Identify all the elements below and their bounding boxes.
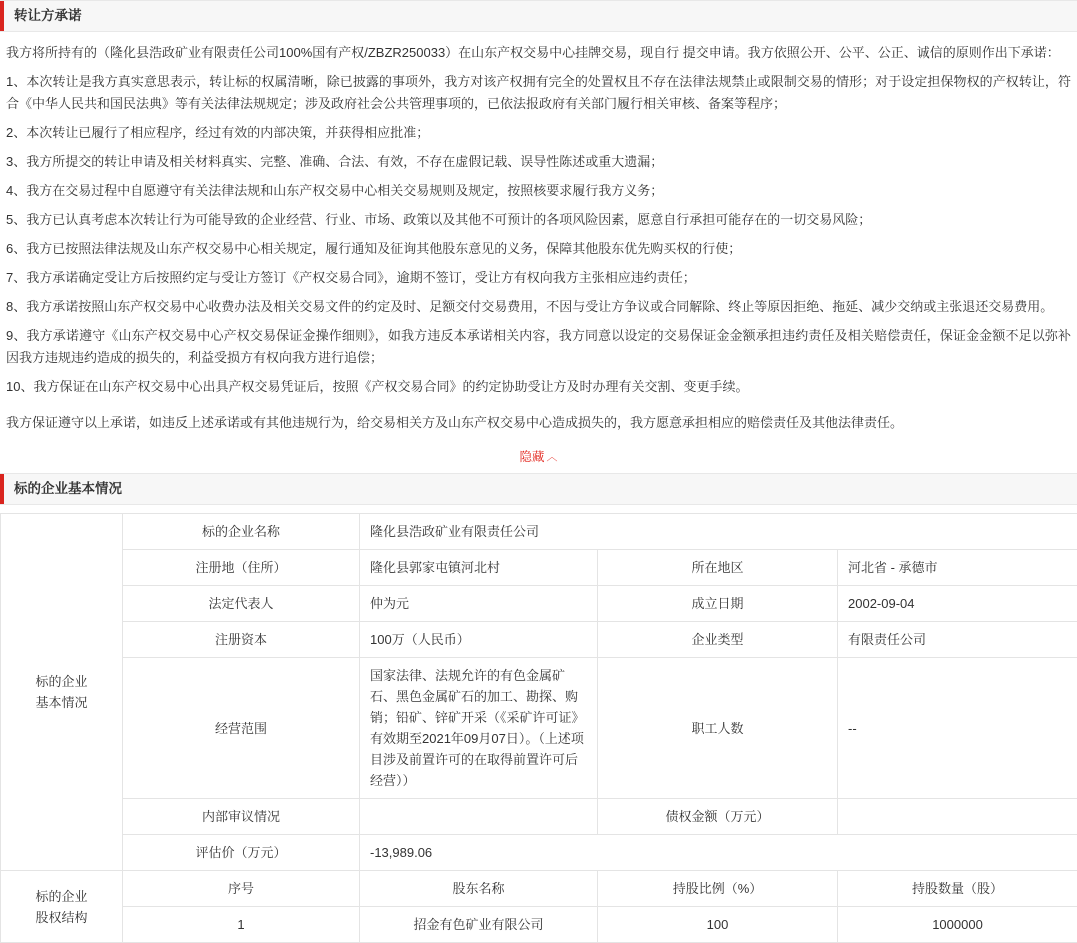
cell-value: 有限责任公司	[838, 622, 1077, 658]
table-row	[1, 835, 1077, 871]
cell-label: 标的企业名称	[123, 514, 360, 550]
table-row	[1, 586, 1077, 622]
commitment-paragraph: 6、我方已按照法律法规及山东产权交易中心相关规定，履行通知及征询其他股东意见的义务，保障其他股东优先购买权的行使；	[6, 238, 1071, 260]
table-row	[1, 622, 1077, 658]
commitment-paragraph: 3、我方所提交的转让申请及相关材料真实、完整、准确、合法、有效，不存在虚假记载、误导性陈述或重大遗漏；	[6, 151, 1071, 173]
cell-value: 1	[123, 907, 360, 943]
cell-value: 100万（人民币）	[360, 622, 598, 658]
section-title-target-company: 标的企业基本情况	[14, 481, 122, 496]
section-title-commitment: 转让方承诺	[14, 8, 82, 23]
commitment-paragraph: 9、我方承诺遵守《山东产权交易中心产权交易保证金操作细则》，如我方违反本承诺相关内容，我方同意以设定的交易保证金金额承担违约责任及相关赔偿责任，保证金金额不足以弥补因我方违规违约造成的损失的，利益受损方有权向我方进行追偿；	[6, 325, 1071, 369]
cell-label: 评估价（万元）	[123, 835, 360, 871]
cell-value: 仲为元	[360, 586, 598, 622]
cell-label: 注册资本	[123, 622, 360, 658]
commitment-final-paragraph: 我方保证遵守以上承诺，如违反上述承诺或有其他违规行为，给交易相关方及山东产权交易中心造成损失的，我方愿意承担相应的赔偿责任及其他法律责任。	[6, 412, 1071, 434]
commitment-body	[0, 32, 1077, 445]
commitment-paragraph: 7、我方承诺确定受让方后按照约定与受让方签订《产权交易合同》，逾期不签订，受让方有权向我方主张相应违约责任；	[6, 267, 1071, 289]
cell-label: 法定代表人	[123, 586, 360, 622]
collapse-toggle-label: 隐藏	[519, 450, 544, 464]
cell-value	[838, 799, 1077, 835]
cell-value: -13,989.06	[360, 835, 1077, 871]
commitment-paragraph: 8、我方承诺按照山东产权交易中心收费办法及相关交易文件的约定及时、足额交付交易费用，不因与受让方争议或合同解除、终止等原因拒绝、拖延、减少交纳或主张退还交易费用。	[6, 296, 1071, 318]
cell-label: 所在地区	[598, 550, 838, 586]
commitment-toggle-wrap	[0, 445, 1077, 473]
table-row	[1, 907, 1077, 943]
cell-value: 隆化县郭家屯镇河北村	[360, 550, 598, 586]
commitment-paragraph: 我方将所持有的（隆化县浩政矿业有限责任公司100%国有产权/ZBZR250033）在山东产权交易中心挂牌交易，现自行 提交申请。我方依照公开、公平、公正、诚信的原则作出下承诺：	[6, 42, 1071, 64]
cell-label: 企业类型	[598, 622, 838, 658]
section-header-target-company	[0, 473, 1077, 505]
column-header: 持股数量（股）	[838, 871, 1077, 907]
commitment-paragraph: 4、我方在交易过程中自愿遵守有关法律法规和山东产权交易中心相关交易规则及规定，按照核要求履行我方义务；	[6, 180, 1071, 202]
table-row	[1, 799, 1077, 835]
cell-value: 1000000	[838, 907, 1077, 943]
column-header: 股东名称	[360, 871, 598, 907]
cell-label: 经营范围	[123, 658, 360, 799]
cell-value: 河北省 - 承德市	[838, 550, 1077, 586]
chevron-up-icon: ︿	[547, 450, 558, 464]
cell-value: 100	[598, 907, 838, 943]
commitment-paragraph: 2、本次转让已履行了相应程序，经过有效的内部决策，并获得相应批准；	[6, 122, 1071, 144]
cell-value	[360, 799, 598, 835]
table-row	[1, 514, 1077, 550]
table-row	[1, 550, 1077, 586]
column-header: 序号	[123, 871, 360, 907]
commitment-paragraph: 1、本次转让是我方真实意思表示，转让标的权属清晰，除已披露的事项外，我方对该产权拥有完全的处置权且不存在法律法规禁止或限制交易的情形；对于设定担保物权的产权转让，符合《中华人民共和国民法典》等有关法律法规规定；涉及政府社会公共管理事项的，已依法报政府有关部门履行相关审核、备案等程序；	[6, 71, 1071, 115]
cell-label: 债权金额（万元）	[598, 799, 838, 835]
cell-value: 招金有色矿业有限公司	[360, 907, 598, 943]
row-head-equity-structure: 标的企业 股权结构	[1, 871, 123, 943]
cell-value: 隆化县浩政矿业有限责任公司	[360, 514, 1077, 550]
cell-label: 成立日期	[598, 586, 838, 622]
section-header-commitment	[0, 0, 1077, 32]
commitment-paragraph: 5、我方已认真考虑本次转让行为可能导致的企业经营、行业、市场、政策以及其他不可预计的各项风险因素，愿意自行承担可能存在的一切交易风险；	[6, 209, 1071, 231]
target-company-table	[0, 513, 1077, 943]
cell-value: 2002-09-04	[838, 586, 1077, 622]
cell-label: 内部审议情况	[123, 799, 360, 835]
cell-label: 职工人数	[598, 658, 838, 799]
cell-value: 国家法律、法规允许的有色金属矿石、黑色金属矿石的加工、勘探、购销；铅矿、锌矿开采（《采矿许可证》有效期至2021年09月07日）。（上述项目涉及前置许可的在取得前置许可后经营））	[360, 658, 598, 799]
row-head-basic-info: 标的企业 基本情况	[1, 514, 123, 871]
collapse-toggle-button[interactable]	[519, 450, 557, 464]
table-row	[1, 658, 1077, 799]
table-row	[1, 871, 1077, 907]
column-header: 持股比例（%）	[598, 871, 838, 907]
cell-value: --	[838, 658, 1077, 799]
cell-label: 注册地（住所）	[123, 550, 360, 586]
commitment-paragraph: 10、我方保证在山东产权交易中心出具产权交易凭证后，按照《产权交易合同》的约定协助受让方及时办理有关交割、变更手续。	[6, 376, 1071, 398]
